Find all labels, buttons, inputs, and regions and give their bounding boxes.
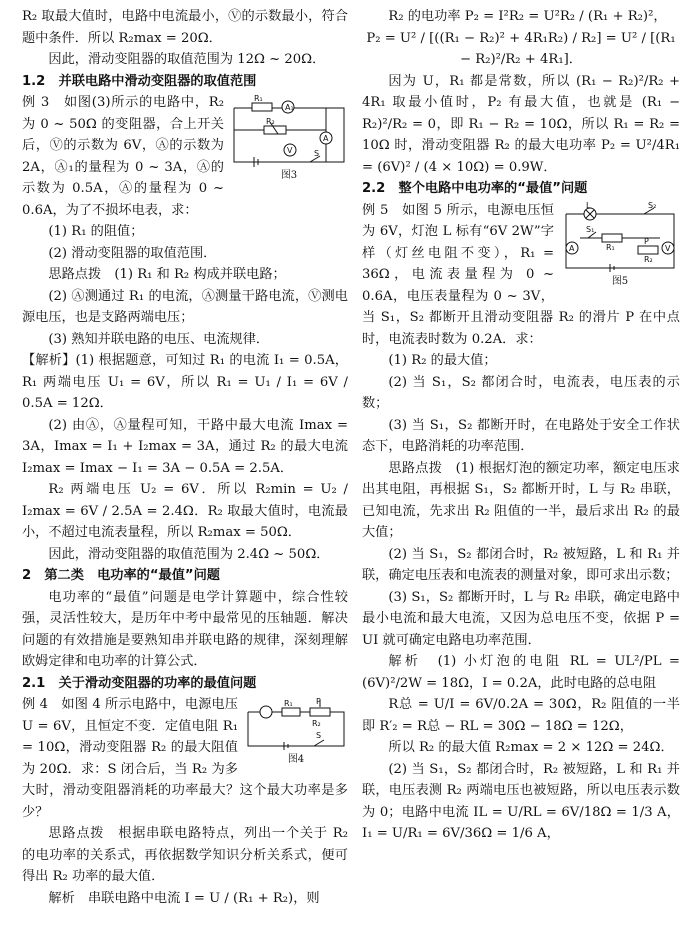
figure-caption: 图4 [287,754,305,765]
equation: P₂ = U² / [((R₁ − R₂)² + 4R₁R₂) / R₂] = U² / [(R₁ − R₂)²/R₂ + 4R₁]． [366,30,676,67]
paragraph: (3) 当 S₁，S₂ 都断开时，在电路处于安全工作状态下，电路消耗的功率范围． [362,417,680,454]
paragraph: 思路点拨 根据串联电路特点，列出一个关于 R₂ 的电功率的关系式，再依据数学知识分析关系式，便可得出 R₂ 功率的最大值． [22,826,348,884]
section-heading: 1.2 并联电路中滑动变阻器的取值范围 [22,73,257,89]
paragraph: R₂ 取最大值时，电路中电流最小，Ⓥ的示数最小，符合题中条件．所以 R₂max = 20Ω． [22,9,348,46]
fig3-label: S [314,149,320,158]
fig5-label: L [586,201,591,210]
fig3-label: R₁ [254,94,263,103]
figure-5 [560,202,680,288]
paragraph: 因为 U，R₁ 都是常数，所以 (R₁ − R₂)²/R₂ + 4R₁ 取最小值时，P₂ 有最大值，也就是 (R₁ − R₂)²/R₂ = 0，即 R₁ − R₂ = 10Ω，所以 R₁ = R₂ = 10Ω 时，滑动变阻器 R₂ 的最大电功率 P₂ = U²/4R₁ = (6V)² / (4 × 10Ω) = 0.9W． [362,73,680,175]
paragraph: (3) S₁，S₂ 都断开时，L 与 R₂ 串联，确定电路中最小电流和最大电流，又因为总电压不变，依据 P = UI 就可确定电路电功率范围． [362,589,680,648]
paragraph: 思路点拨 (1) R₁ 和 R₂ 构成并联电路； [48,267,286,282]
example-paragraph: 例 3 如图(3)所示的电路中，R₂ 为 0 ~ 50Ω 的变阻器，合上开关后，Ⓥ的示数为 6V，Ⓐ的示数为 2A，Ⓐ₁的量程为 0 ~ 3A，Ⓐ的示数为 0.5A，Ⓐ的量程为 0 ~ 0.6A，为了不损坏电表，求： [22,95,224,218]
paragraph: 因此，滑动变阻器的取值范围为 12Ω ~ 20Ω． [48,52,326,67]
fig4-label: R₁ [284,699,293,708]
paragraph: (2) Ⓐ测通过 R₁ 的电流，Ⓐ测量干路电流，Ⓥ测电源电压，也是支路两端电压； [22,288,348,325]
paragraph: R₂ 两端电压 U₂ = 6V．所以 R₂min = U₂ / I₂max = 6V / 2.5A = 2.4Ω．R₂ 取最大值时，电流最小，不超过电流表量程，所以 R₂max = 50Ω． [22,482,348,540]
paragraph: (2) 当 S₁，S₂ 都闭合时，R₂ 被短路，L 和 R₁ 并联，电压表测 R₂ 两端电压也被短路，所以电压表示数为 0；电路中电流 IL = U/RL = 6V/18Ω = 1/3 A，I₁ = U/R₁ = 6V/36Ω = 1/6 A， [362,761,680,841]
left-column [22,6,348,909]
paragraph: (2) 滑动变阻器的取值范围． [48,245,217,261]
paragraph: R₂ 的电功率 P₂ = I²R₂ = U²R₂ / (R₁ + R₂)²， [388,9,667,24]
fig5-label: V [665,243,671,253]
fig5-label: S₁ [586,224,595,234]
fig4-label: S [316,731,322,740]
fig5-label: A [569,243,575,253]
paragraph: 因此，滑动变阻器的取值范围为 2.4Ω ~ 50Ω． [48,546,330,562]
figure-4 [244,696,348,766]
fig3-label: R₂ [266,117,275,126]
paragraph: R总 = U/I = 6V/0.2A = 30Ω，R₂ 阻值的一半即 R′₂ = R总 − RL = 30Ω − 18Ω = 12Ω， [362,697,680,734]
paragraph: (2) 当 S₁，S₂ 都闭合时，R₂ 被短路，L 和 R₁ 并联，确定电压表和电流表的测量对象，即可求出示数； [362,546,680,583]
fig4-label: P [316,697,321,706]
section-heading: 2 第二类 电功率的“最值”问题 [22,568,220,583]
example-paragraph: 例 4 如图 4 所示电路中，电源电压 U = 6V，且恒定不变．定值电阻 R₁ = 10Ω，滑动变阻器 R₂ 的最大阻值为 20Ω．求：S 闭合后，当 R₂ 为多大时，滑动变阻器消耗的功率最大？这个最大功率是多少？ [22,697,348,820]
fig3-label: A₁ [285,103,294,112]
fig5-label: R₁ [606,242,615,252]
fig3-label: V [287,146,293,155]
figure-caption: 图3 [280,170,298,181]
fig4-label: R₂ [312,719,321,728]
paragraph: 思路点拨 (1) 根据灯泡的额定功率，额定电压求出其电阻，再根据 S₁，S₂ 都断开时，L 与 R₂ 串联，已知电流，先求出 R₂ 阻值的一半，最后求出 R₂ 的最大值； [362,460,680,540]
paragraph: (3) 熟知并联电路的电压、电流规律． [48,331,270,347]
paragraph: (2) 当 S₁，S₂ 都闭合时，电流表，电压表的示数； [362,374,680,411]
paragraph: (1) R₂ 的最大值； [388,353,497,368]
figure-caption: 图5 [611,275,629,287]
paragraph: 所以 R₂ 的最大值 R₂max = 2 × 12Ω = 24Ω． [388,740,674,755]
example-paragraph: 例 5 如图 5 所示，电源电压恒为 6V，灯泡 L 标有“6V 2W”字样（灯丝电阻不变），R₁ = 36Ω，电流表量程为 0 ~ 0.6A，电压表量程为 0 ~ 3V，当 S₁，S₂ 都断开且滑动变阻器 R₂ 的滑片 P 在中点时，电流表时数为 0.2A．求： [362,202,680,347]
paragraph: 解析 串联电路中电流 I = U / (R₁ + R₂)，则 [48,890,320,906]
fig5-label: R₂ [644,254,653,264]
circuit-diagram-5 [560,202,680,276]
figure-3 [230,94,348,182]
circuit-diagram-4 [244,696,348,754]
paragraph: 解析 (1) 小灯泡的电阻 RL = UL²/PL = (6V)²/2W = 18Ω，I = 0.2A，此时电路的总电阻 [362,654,680,691]
section-heading: 2.1 关于滑动变阻器的功率的最值问题 [22,675,257,691]
paragraph: 电功率的“最值”问题是电学计算题中，综合性较强，灵活性较大，是历年中考中最常见的压轴题．解决问题的有效措施是要熟知串并联电路的规律，深刻理解欧姆定律和电功率的计算公式． [22,589,348,669]
fig3-label: A [323,134,329,143]
paragraph: 【解析】(1) 根据题意，可知过 R₁ 的电流 I₁ = 0.5A，R₁ 两端电压 U₁ = 6V，所以 R₁ = U₁ / I₁ = 6V / 0.5A = 12Ω． [22,353,348,411]
paragraph: (2) 由Ⓐ，Ⓐ量程可知，干路中最大电流 Imax = 3A，Imax = I₁ + I₂max = 3A，通过 R₂ 的最大电流 I₂max = Imax − I₁ = 3A − 0.5A = 2.5A． [22,417,348,476]
paragraph: (1) R₁ 的阻值； [48,224,144,239]
section-heading: 2.2 整个电路中电功率的“最值”问题 [362,181,588,196]
fig5-label: P [644,236,649,246]
circuit-diagram-3 [230,94,348,170]
fig5-label: S₂ [648,201,657,210]
right-column [362,6,680,845]
